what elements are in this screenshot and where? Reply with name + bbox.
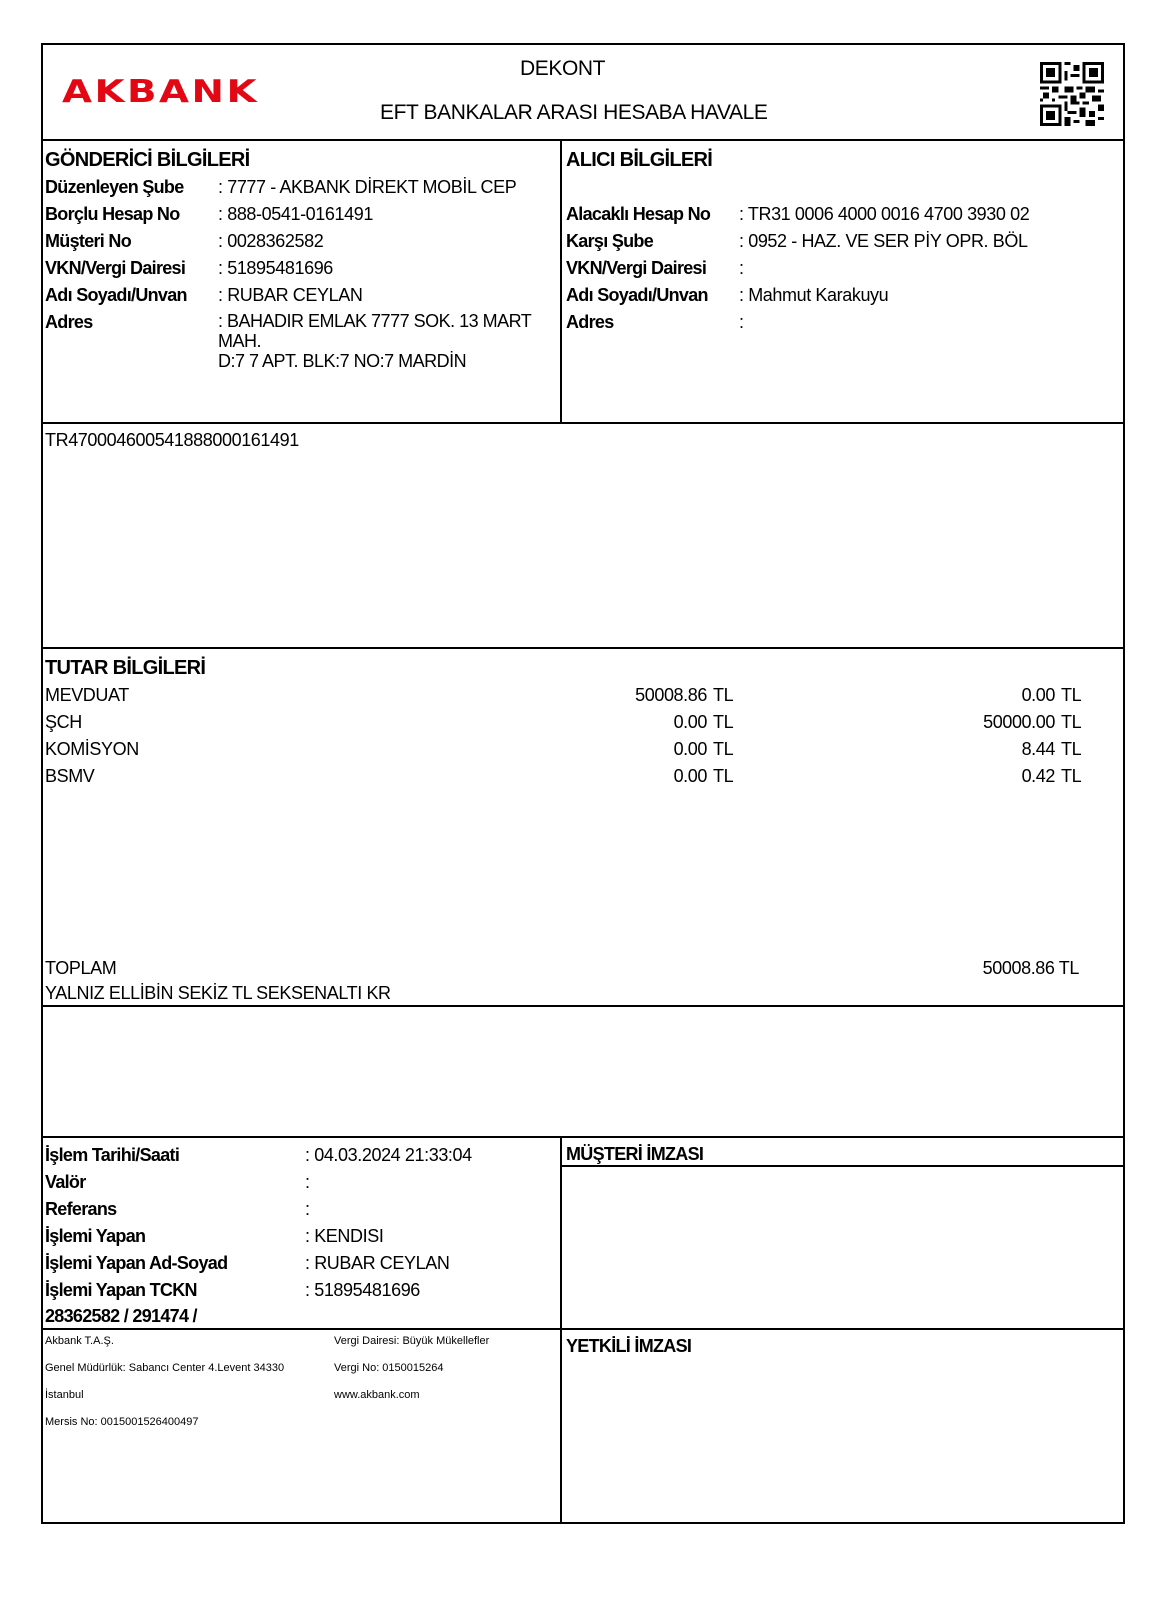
performed-by-value: : KENDISI [305,1226,384,1246]
footer-hq-address: Genel Müdürlük: Sabancı Center 4.Levent 34330 [45,1362,285,1374]
total-value: 50008.86 TL [982,958,1079,978]
divider [41,1136,1125,1138]
reference-value: : [305,1199,310,1219]
akbank-logo: AKBANK [62,74,260,110]
sender-address-value: : BAHADIR EMLAK 7777 SOK. 13 MART MAH. [218,311,531,351]
divider [41,139,1125,141]
amount-debit-currency: TL [713,739,734,759]
amount-credit-currency: TL [1061,685,1082,705]
amount-credit-bsmv: 0.42 [1021,766,1055,786]
amount-debit-currency: TL [713,712,734,732]
divider [41,422,1125,424]
authorized-signature-title: YETKİLİ İMZASI [566,1336,692,1356]
amounts-section-title: TUTAR BİLGİLERİ [45,657,206,679]
receiver-name-label: Adı Soyadı/Unvan [566,285,708,305]
sender-tax-value: : 51895481696 [218,258,333,278]
divider [560,1165,1125,1167]
transaction-date-value: : 04.03.2024 21:33:04 [305,1145,472,1165]
sender-address-block [218,311,556,371]
receiver-account-label: Alacaklı Hesap No [566,204,711,224]
sender-section-title: GÖNDERİCİ BİLGİLERİ [45,149,250,171]
total-label: TOPLAM [45,958,117,978]
performer-tckn-value: : 51895481696 [305,1280,420,1300]
value-date-label: Valör [45,1172,86,1192]
footer-company: Akbank T.A.Ş. [45,1335,114,1347]
amount-credit-currency: TL [1061,766,1082,786]
sender-name-label: Adı Soyadı/Unvan [45,285,187,305]
receiver-address-value: : [739,312,744,332]
reference-label: Referans [45,1199,117,1219]
amount-debit-commission: 0.00 [673,739,707,759]
value-date-value: : [305,1172,310,1192]
customer-signature-title: MÜŞTERİ İMZASI [566,1144,704,1164]
transaction-date-label: İşlem Tarihi/Saati [45,1145,180,1165]
receiver-branch-label: Karşı Şube [566,231,654,251]
sender-iban: TR470004600541888000161491 [45,430,299,450]
sender-address-value-line2: D:7 7 APT. BLK:7 NO:7 MARDİN [218,351,467,371]
amount-label-bsmv: BSMV [45,766,95,786]
total-in-words: YALNIZ ELLİBİN SEKİZ TL SEKSENALTI KR [45,983,391,1003]
sender-address-label: Adres [45,312,93,332]
document-title: DEKONT [520,57,606,80]
amount-label-sch: ŞCH [45,712,82,732]
footer-tax-office: Vergi Dairesi: Büyük Mükellefler [334,1335,490,1347]
sender-branch-value: : 7777 - AKBANK DİREKT MOBİL CEP [218,177,517,197]
qr-code-icon [1040,62,1104,126]
sender-branch-label: Düzenleyen Şube [45,177,184,197]
amount-credit-sch: 50000.00 [983,712,1055,732]
divider [560,139,562,423]
sender-name-value: : RUBAR CEYLAN [218,285,363,305]
amount-debit-sch: 0.00 [673,712,707,732]
divider [560,1136,562,1524]
divider [41,647,1125,649]
sender-account-value: : 888-0541-0161491 [218,204,373,224]
performer-tckn-label: İşlemi Yapan TCKN [45,1280,197,1300]
footer-tax-no: Vergi No: 0150015264 [334,1362,444,1374]
performer-name-value: : RUBAR CEYLAN [305,1253,450,1273]
sender-customer-no-label: Müşteri No [45,231,132,251]
footer-mersis: Mersis No: 0015001526400497 [45,1416,199,1428]
transaction-code: 28362582 / 291474 / [45,1306,197,1326]
performer-name-label: İşlemi Yapan Ad-Soyad [45,1253,228,1273]
transaction-type: EFT BANKALAR ARASI HESABA HAVALE [380,101,768,124]
receiver-section-title: ALICI BİLGİLERİ [566,149,713,171]
sender-tax-label: VKN/Vergi Dairesi [45,258,186,278]
receiver-branch-value: : 0952 - HAZ. VE SER PİY OPR. BÖL [739,231,1028,251]
performed-by-label: İşlemi Yapan [45,1226,146,1246]
amount-debit-currency: TL [713,766,734,786]
amount-credit-currency: TL [1061,739,1082,759]
divider [41,1328,1125,1330]
amount-credit-commission: 8.44 [1021,739,1055,759]
amount-credit-currency: TL [1061,712,1082,732]
sender-account-label: Borçlu Hesap No [45,204,180,224]
amount-label-commission: KOMİSYON [45,739,139,759]
amount-debit-deposit: 50008.86 [635,685,707,705]
receiver-tax-label: VKN/Vergi Dairesi [566,258,707,278]
footer-city: İstanbul [45,1389,84,1401]
receiver-address-label: Adres [566,312,614,332]
amount-debit-currency: TL [713,685,734,705]
amount-credit-deposit: 0.00 [1021,685,1055,705]
footer-website: www.akbank.com [334,1389,420,1401]
amount-label-deposit: MEVDUAT [45,685,129,705]
receiver-account-value: : TR31 0006 4000 0016 4700 3930 02 [739,204,1030,224]
divider [41,1005,1125,1007]
sender-customer-no-value: : 0028362582 [218,231,324,251]
receiver-name-value: : Mahmut Karakuyu [739,285,889,305]
amount-debit-bsmv: 0.00 [673,766,707,786]
receiver-tax-value: : [739,258,744,278]
